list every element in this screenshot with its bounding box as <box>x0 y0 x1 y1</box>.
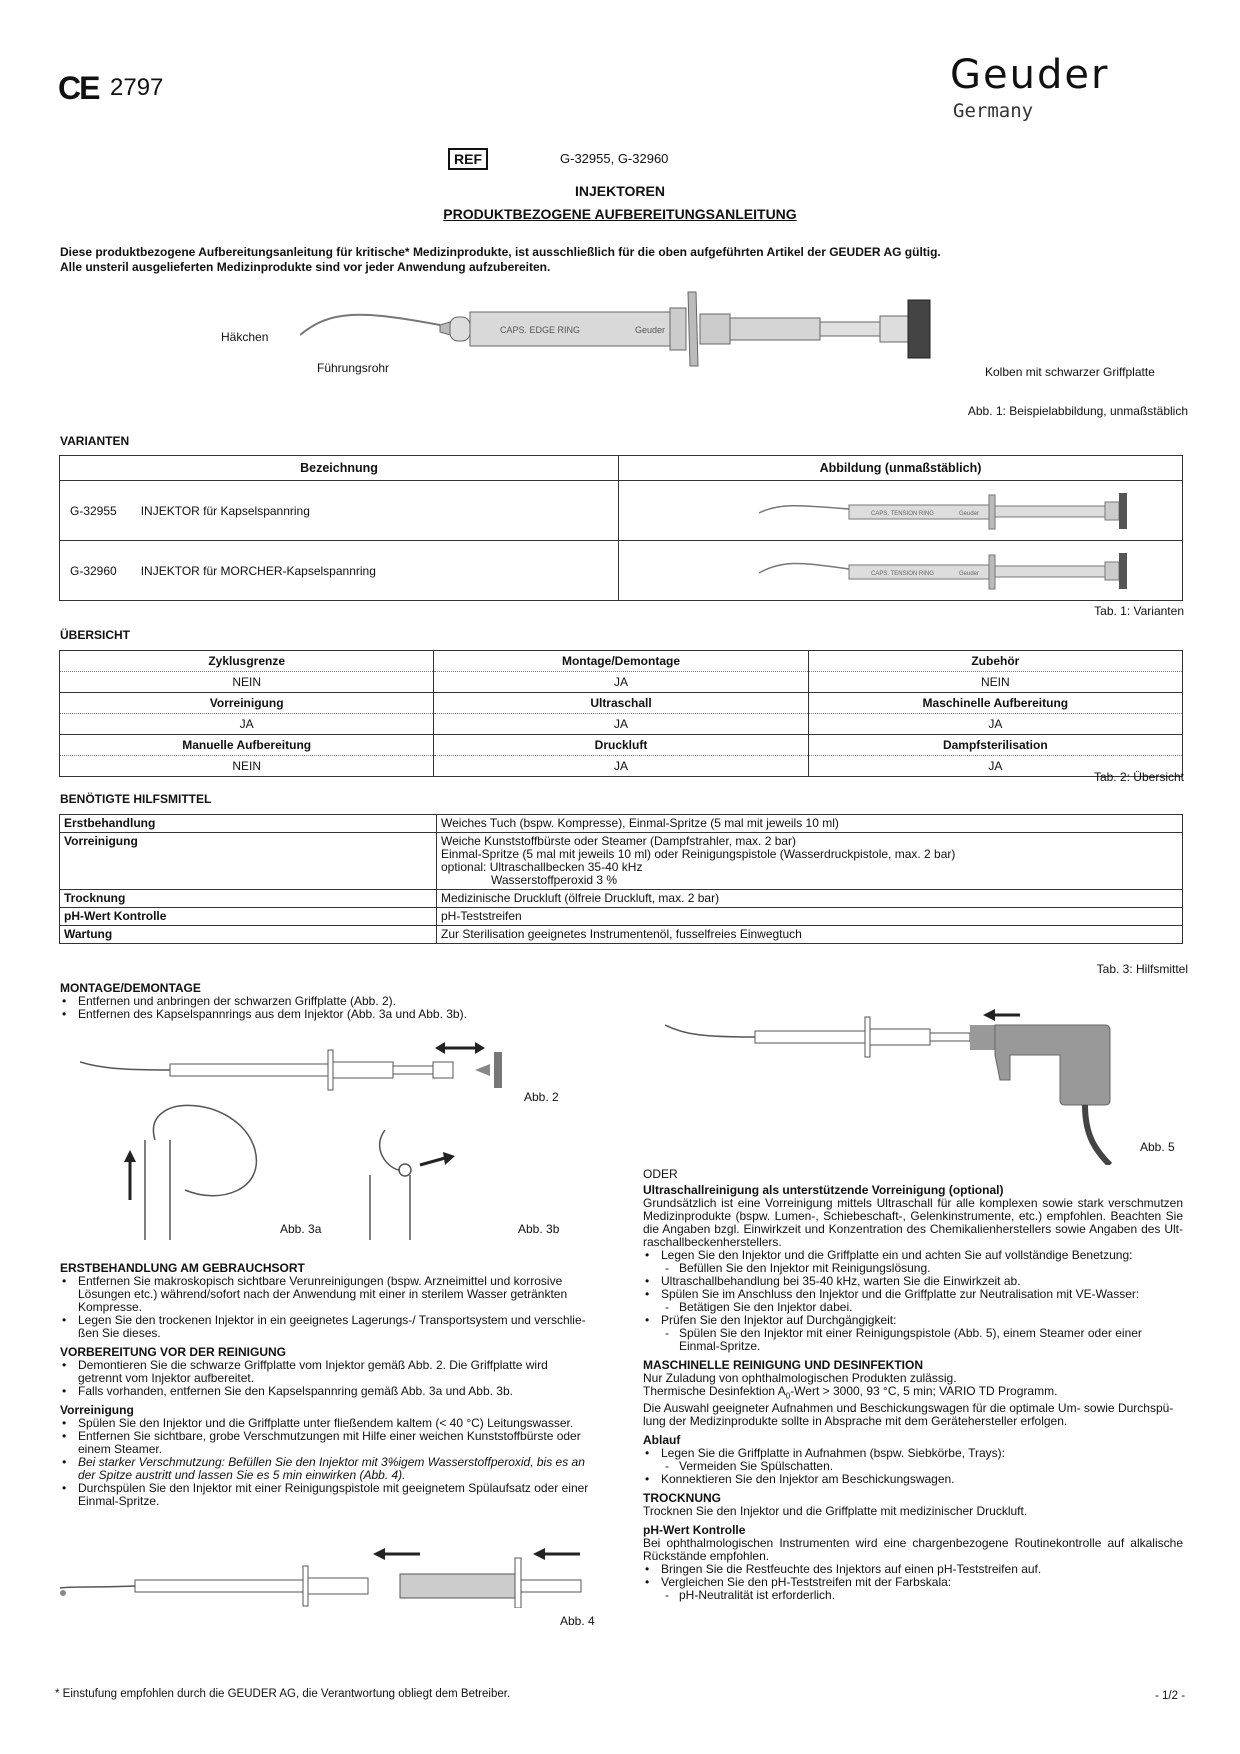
abb3a-illustration <box>120 1100 320 1240</box>
variant-code: G-32955 <box>70 503 117 518</box>
aids-key: pH-Wert Kontrolle <box>60 908 437 926</box>
aids-key: Vorreinigung <box>60 833 437 890</box>
variant-engraving: CAPS. TENSION RING <box>871 511 934 517</box>
variant-illustration <box>759 491 1179 531</box>
list-item: • Konnektieren Sie den Injektor am Beschickungswagen. <box>643 1473 1183 1486</box>
page-subtitle: PRODUKTBEZOGENE AUFBEREITUNGSANLEITUNG <box>443 206 797 222</box>
page-title: INJEKTOREN <box>575 183 665 199</box>
overview-header: Ultraschall <box>434 693 808 714</box>
table-row <box>60 693 1183 714</box>
intro-line-2: Alle unsteril ausgelieferten Medizinprodukte sind vor jeder Anwendung aufzubereiten. <box>60 260 551 274</box>
vorb-title: VORBEREITUNG VOR DER REINIGUNG <box>60 1345 287 1359</box>
aids-value: Zur Sterilisation geeignetes Instrumentenöl, fusselfreies Einwegtuch <box>437 926 1183 944</box>
brand-logo: Geuder <box>950 52 1110 98</box>
list-item: • Ultraschallbehandlung bei 35-40 kHz, warten Sie die Einwirkzeit ab. <box>643 1275 1183 1288</box>
list-item: - Vermeiden Sie Spülschatten. <box>643 1460 1183 1473</box>
list-item: • Vergleichen Sie den pH-Teststreifen mit der Farbskala: <box>643 1576 1183 1589</box>
overview-value: JA <box>434 714 808 735</box>
vorr-title: Vorreinigung <box>60 1403 134 1417</box>
variants-caption: Tab. 1: Varianten <box>1094 604 1184 618</box>
aids-key: Wartung <box>60 926 437 944</box>
overview-header: Zubehör <box>808 651 1182 672</box>
variant-brand: Geuder <box>959 571 980 577</box>
overview-header: Montage/Demontage <box>434 651 808 672</box>
table-row <box>60 735 1183 756</box>
abb2-illustration <box>80 1040 530 1100</box>
list-item: - Spülen Sie den Injektor mit einer Reinigungspistole (Abb. 5), einem Steamer oder einer Einmal-Spritze. <box>643 1327 1183 1353</box>
ph-text: Bei ophthalmologischen Instrumenten wird eine chargenbezogene Routinekontrolle auf alkalische Rückstände empfohlen. <box>643 1536 1183 1564</box>
variants-col1: Bezeichnung <box>60 456 619 481</box>
section-varianten: VARIANTEN <box>60 434 130 448</box>
section-hilfsmittel: BENÖTIGTE HILFSMITTEL <box>60 792 212 806</box>
injector-illustration <box>300 280 950 380</box>
aids-caption: Tab. 3: Hilfsmittel <box>1096 962 1188 976</box>
abb4-label: Abb. 4 <box>560 1614 595 1628</box>
table-row <box>60 890 1183 908</box>
variant-name: INJEKTOR für Kapselspannring <box>140 503 310 518</box>
label-hook: Häkchen <box>221 330 269 344</box>
variants-table <box>59 455 1183 601</box>
overview-header: Druckluft <box>434 735 808 756</box>
mr-title: MASCHINELLE REINIGUNG UND DESINFEKTION <box>643 1358 924 1372</box>
ablauf-title: Ablauf <box>643 1433 681 1448</box>
brand-sub: Germany <box>953 100 1034 122</box>
ph-title: pH-Wert Kontrolle <box>643 1523 746 1538</box>
variant-brand: Geuder <box>959 511 980 517</box>
overview-caption: Tab. 2: Übersicht <box>1093 770 1184 784</box>
list-item: - pH-Neutralität ist erforderlich. <box>643 1589 1183 1602</box>
table-row <box>60 651 1183 672</box>
list-item: • Legen Sie den trockenen Injektor in ein geeignetes Lagerungs-/ Transportsystem und verschlie-ßen Sie dieses. <box>60 1314 590 1340</box>
section-uebersicht: ÜBERSICHT <box>60 628 131 642</box>
mr-text-1: Nur Zuladung von ophthalmologischen Produkten zulässig. <box>643 1371 957 1385</box>
us-title: Ultraschallreinigung als unterstützende Vorreinigung (optional) <box>643 1183 1004 1197</box>
label-plunger: Kolben mit schwarzer Griffplatte <box>985 365 1155 379</box>
list-item: • Legen Sie die Griffplatte in Aufnahmen (bspw. Siebkörbe, Trays): <box>643 1447 1183 1460</box>
list-item: • Entfernen Sie sichtbare, grobe Verschmutzungen mit Hilfe einer weichen Kunststoffbürste oder einem Steamer. <box>60 1430 590 1456</box>
engraving-brand: Geuder <box>635 325 666 335</box>
table-row <box>60 926 1183 944</box>
overview-value: JA <box>434 756 808 777</box>
overview-header: Manuelle Aufbereitung <box>60 735 434 756</box>
aids-key: Erstbehandlung <box>60 815 437 833</box>
aids-table <box>59 814 1183 944</box>
list-item: • Legen Sie den Injektor und die Griffplatte ein und achten Sie auf vollständige Benetzung: <box>643 1249 1183 1262</box>
us-text: Grundsätzlich ist eine Vorreinigung mittels Ultraschall für alle komplexen sowie stark verschmutzen Medizinprodukte (bspw. Lumen-, Schiebeschaft-, Gelenkinstrumente, etc.) empfohlen. Beachten Sie die Angaben bzgl. Einwirkzeit und Konzentration des Chemikalienherstellers sowie Angaben des Ult-raschallbeckenherstellers. <box>643 1196 1183 1249</box>
list-item: - Befüllen Sie den Injektor mit Reinigungslösung. <box>643 1262 1183 1275</box>
overview-value: NEIN <box>808 672 1182 693</box>
list-item: • Durchspülen Sie den Injektor mit einer Reinigungspistole mit geeignetem Spülaufsatz oder einer Einmal-Spritze. <box>60 1482 590 1508</box>
abb3b-illustration <box>365 1130 485 1240</box>
list-item: • Bringen Sie die Restfeuchte des Injektors auf einen pH-Teststreifen auf. <box>643 1563 1183 1576</box>
overview-value: JA <box>808 756 1182 777</box>
variant-code: G-32960 <box>70 563 117 578</box>
abb5-label: Abb. 5 <box>1140 1140 1175 1154</box>
abb2-label: Abb. 2 <box>524 1090 559 1104</box>
variant-name: INJEKTOR für MORCHER-Kapselspannring <box>140 563 376 578</box>
abb5-illustration <box>665 1005 1125 1165</box>
overview-table <box>59 650 1183 777</box>
list-item: - Betätigen Sie den Injektor dabei. <box>643 1301 1183 1314</box>
overview-header: Dampfsterilisation <box>808 735 1182 756</box>
ce-number: 2797 <box>110 74 164 101</box>
aids-value: Weiches Tuch (bspw. Kompresse), Einmal-Spritze (5 mal mit jeweils 10 ml) <box>437 815 1183 833</box>
overview-value: JA <box>434 672 808 693</box>
abb3a-label: Abb. 3a <box>280 1222 322 1236</box>
erst-title: ERSTBEHANDLUNG AM GEBRAUCHSORT <box>60 1261 305 1275</box>
left-text-block <box>60 1262 590 1508</box>
page-number: - 1/2 - <box>1155 1690 1186 1702</box>
mr-text-2: Thermische Desinfektion $A_0$-Wert > 3000, 93 °C, 5 min; VARIO TD Programm. <box>643 1384 1058 1401</box>
abb3b-label: Abb. 3b <box>518 1222 560 1236</box>
tr-text: Trocknen Sie den Injektor und die Griffplatte mit medizinischer Druckluft. <box>643 1504 1028 1519</box>
ce-mark: CE <box>58 70 99 106</box>
aids-value: pH-Teststreifen <box>437 908 1183 926</box>
table-row <box>60 672 1183 693</box>
overview-value: JA <box>60 714 434 735</box>
footer-note: * Einstufung empfohlen durch die GEUDER AG, die Verantwortung obliegt dem Betreiber. <box>55 1688 511 1700</box>
aids-value: Weiche Kunststoffbürste oder Steamer (Dampfstrahler, max. 2 bar) Einmal-Spritze (5 mal mit jeweils 10 ml) oder Reinigungspistole (Wasserdruckpistole, max. 2 bar) optional: Ultraschallbecken 35-40 kHz Wasserstoffperoxid 3 % <box>437 833 1183 890</box>
list-item: • Demontieren Sie die schwarze Griffplatte vom Injektor gemäß Abb. 2. Die Griffplatte wird getrennt vom Injektor aufbereitet. <box>60 1359 590 1385</box>
ref-label: REF <box>448 148 488 170</box>
overview-header: Zyklusgrenze <box>60 651 434 672</box>
table-row <box>60 541 1183 601</box>
overview-header: Vorreinigung <box>60 693 434 714</box>
abb4-illustration <box>55 1548 595 1608</box>
montage-title: MONTAGE/DEMONTAGE <box>60 981 201 995</box>
label-tube: Führungsrohr <box>317 361 390 375</box>
list-item: • Spülen Sie im Anschluss den Injektor und die Griffplatte zur Neutralisation mit VE-Wasser: <box>643 1288 1183 1301</box>
list-item: • Entfernen des Kapselspannrings aus dem Injektor (Abb. 3a und Abb. 3b). <box>60 1008 590 1021</box>
oder-label: ODER <box>643 1167 678 1181</box>
table-row <box>60 481 1183 541</box>
table-row <box>60 714 1183 735</box>
aids-key: Trocknung <box>60 890 437 908</box>
list-item: • Bei starker Verschmutzung: Befüllen Sie den Injektor mit 3%igem Wasserstoffperoxid, bis es an der Spitze austritt und lassen Sie es 5 min einwirken (Abb. 4). <box>60 1456 590 1482</box>
overview-value: NEIN <box>60 672 434 693</box>
list-item: • Falls vorhanden, entfernen Sie den Kapselspannring gemäß Abb. 3a und Abb. 3b. <box>60 1385 590 1398</box>
list-item: • Entfernen Sie makroskopisch sichtbare Verunreinigungen (bspw. Arzneimittel und korrosive Lösungen etc.) während/sofort nach der Anwendung mit einer in sterilem Wasser getränkten Kompresse. <box>60 1275 590 1314</box>
intro-line-1: Diese produktbezogene Aufbereitungsanleitung für kritische* Medizinprodukte, ist ausschließlich für die oben aufgeführten Artikel der GEUDER AG gültig. <box>60 245 941 259</box>
list-item: • Entfernen und anbringen der schwarzen Griffplatte (Abb. 2). <box>60 995 590 1008</box>
tr-title: TROCKNUNG <box>643 1491 721 1506</box>
list-item: • Spülen Sie den Injektor und die Griffplatte unter fließendem kaltem (< 40 °C) Leitungswasser. <box>60 1417 590 1430</box>
figure1-caption: Abb. 1: Beispielabbildung, unmaßstäblich <box>967 404 1188 418</box>
table-row <box>60 908 1183 926</box>
montage-block <box>60 982 590 1021</box>
aids-value: Medizinische Druckluft (ölfreie Druckluft, max. 2 bar) <box>437 890 1183 908</box>
overview-value: JA <box>808 714 1182 735</box>
ref-value: G-32955, G-32960 <box>560 151 669 166</box>
mr-text-3: Die Auswahl geeigneter Aufnahmen und Beschickungswagen für die optimale Um- sowie Durchspü-lung der Medizinprodukte sollte in Absprache mit dem Gerätehersteller erfolgen. <box>643 1401 1174 1429</box>
engraving-text: CAPS. EDGE RING <box>500 325 581 335</box>
variant-engraving: CAPS. TENSION RING <box>871 571 934 577</box>
table-row <box>60 833 1183 890</box>
table-row <box>60 815 1183 833</box>
variant-illustration <box>759 551 1179 591</box>
list-item: • Prüfen Sie den Injektor auf Durchgängigkeit: <box>643 1314 1183 1327</box>
right-text-block <box>643 1168 1183 1602</box>
variants-col2: Abbildung (unmaßstäblich) <box>619 456 1183 481</box>
overview-value: NEIN <box>60 756 434 777</box>
overview-header: Maschinelle Aufbereitung <box>808 693 1182 714</box>
